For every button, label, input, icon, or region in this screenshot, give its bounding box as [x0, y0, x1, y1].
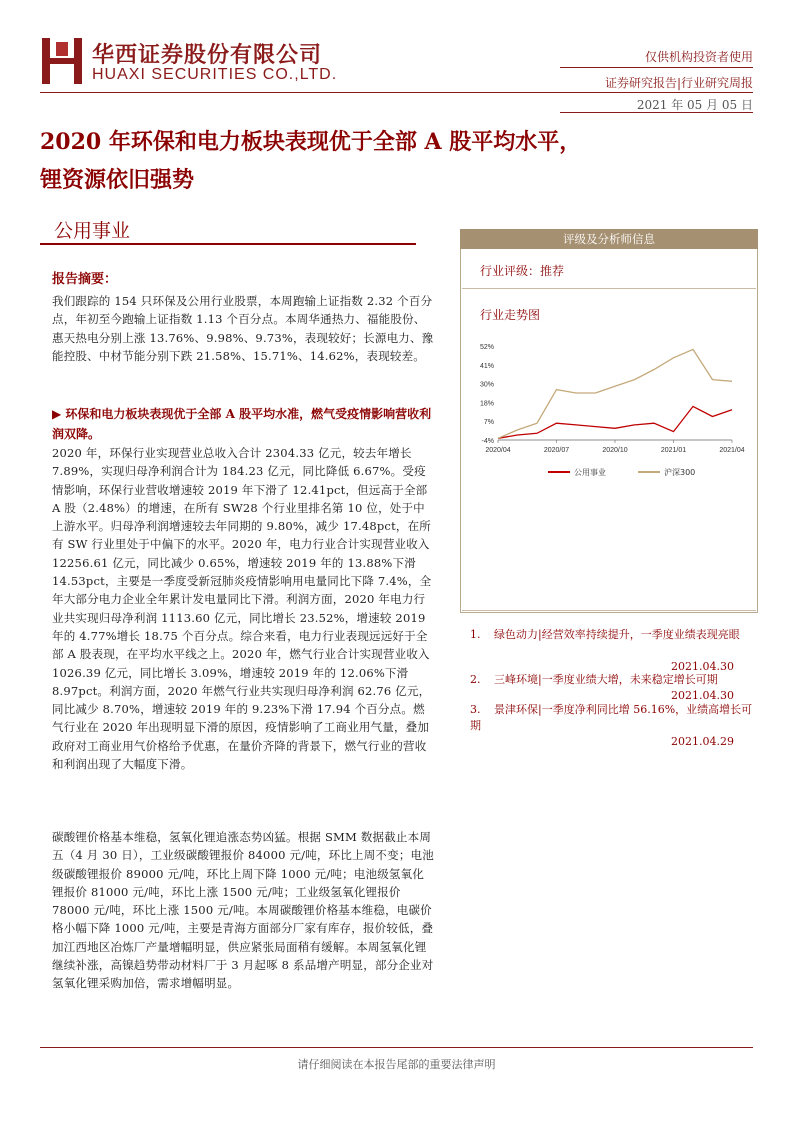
summary-intro	[52, 292, 434, 365]
key-point-text: 环保和电力板块表现优于全部 A 股平均水准，燃气受疫情影响营收利润双降。	[52, 407, 432, 441]
footer-rule	[40, 1047, 753, 1048]
legend-label-1: 公用事业	[574, 468, 606, 477]
y-tick-label: 30%	[479, 381, 494, 389]
report-title: 三峰环境|一季度业绩大增，未来稳定增长可期	[494, 673, 718, 686]
report-number: 3.	[470, 703, 481, 716]
report-type-tag: 证券研究报告|行业研究周报	[604, 76, 753, 90]
report-date-2: 2021.04.30	[671, 689, 734, 702]
audience-tag: 仅供机构投资者使用	[644, 50, 753, 64]
series-line-1	[498, 406, 732, 438]
body-paragraph-2-text: 碳酸锂价格基本维稳，氢氧化锂追涨态势凶猛。根据 SMM 数据截止本周五（4 月 30 日），工业级碳酸锂报价 84000 元/吨，环比上周不变；电池级碳酸锂报价 89000 元/吨，环比上周下降 1000 元/吨；电池级氢氧化锂报价 81000 元/吨，环比上涨 1500 元/吨；工业级氢氧化锂报价 78000 元/吨，环比上涨 1500 元/吨。本周碳酸锂价格基本维稳，电碳价格小幅下降 1000 元/吨，主要是青海方面部分厂家有库存，报价较低，叠加江西地区冶炼厂产量增幅明显，供应紧张局面稍有缓解。本周氢氧化锂继续补涨，高镍趋势带动材料厂于 3 月起啄 8 系品增产明显，部分企业对氢氧化锂采购加倍，需求增幅明显。	[52, 830, 434, 991]
panel-header: 评级及分析师信息	[460, 229, 758, 249]
x-tick-label: 2020/04	[485, 447, 511, 454]
report-number: 2.	[470, 673, 481, 686]
key-point	[52, 404, 436, 444]
body-paragraph-1	[52, 444, 434, 773]
y-tick-label: 41%	[479, 362, 494, 370]
series-line-2	[498, 349, 732, 438]
legal-footer: 请仔细阅读在本报告尾部的重要法律声明	[297, 1058, 496, 1071]
x-tick-label: 2020/07	[543, 447, 570, 454]
related-report-1[interactable]	[470, 627, 756, 643]
industry-name: 公用事业	[54, 220, 131, 242]
body-paragraph-2	[52, 828, 434, 993]
report-title: 绿色动力|经营效率持续提升，一季度业绩表现亮眼	[494, 628, 740, 641]
industry-rating: 行业评级：推荐	[480, 264, 565, 278]
y-tick-label: -4%	[481, 438, 494, 445]
legend-label-2: 沪深300	[664, 468, 696, 477]
summary-intro-text: 我们跟踪的 154 只环保及公用行业股票，本周跑输上证指数 2.32 个百分点，年初至今跑输上证指数 1.13 个百分点。本周华通热力、福能股份、惠天热电分别上涨 13.76%、9.98%、9.73%，表现较好；长源电力、豫能控股、中材节能分别下跌 21.58%、15.71%、14.62%，表现较差。	[52, 294, 434, 363]
y-tick-label: 18%	[479, 400, 494, 408]
report-title-line1: 2020 年环保和电力板块表现优于全部 A 股平均水平，	[40, 129, 582, 155]
summary-heading: 报告摘要：	[52, 272, 118, 287]
company-logo	[42, 38, 82, 84]
x-tick-label: 2021/01	[660, 447, 687, 454]
body-paragraph-1-text: 2020 年，环保行业实现营业总收入合计 2304.33 亿元，较去年增长 7.89%，实现归母净利润合计为 184.23 亿元，同比降低 6.67%。受疫情影响，环保行业营收增速较 2019 年下滑了 12.41pct，但远高于全部 A 股（2.48%）的增速，在所有 SW28 个行业里排名第 10 位，处于中上游水平。归母净利润增速较去年同期的 9.80%，减少 17.48pct，在所有 SW 行业里处于中偏下的水平。2020 年，电力行业合计实现营业收入 12256.61 亿元，同比减少 0.65%，增速较 2019 年的 13.88%下滑 14.53pct，主要是一季度受新冠肺炎疫情影响用电量同比下降 7.4%，全年大部分电力企业全年累计发电量同比下滑。利润方面，2020 年电力行业共实现归母净利润 1113.60 亿元，同比增长 23.52%，增速较 2019 年的 4.77%增长 18.75 个百分点。综合来看，电力行业表现远远好于全部 A 股表现，在平均水平线之上。2020 年，燃气行业合计实现营业收入 1026.39 亿元，同比增长 3.09%，增速较 2019 年的 12.06%下滑 8.97pct。利润方面，2020 年燃气行业共实现归母净利润 62.76 亿元，同比减少 8.70%，增速较 2019 年的 9.23%下滑 17.94 个百分点。燃气行业在 2020 年出现明显下滑的原因，疫情影响了工商业用气量，叠加政府对工商业用气价格给予优惠，在量价齐降的背景下，燃气行业的营收和利润出现了大幅度下滑。	[52, 446, 432, 772]
industry-rule	[40, 243, 416, 245]
y-tick-label: 52%	[479, 344, 494, 351]
y-tick-label: 7%	[483, 419, 494, 427]
report-date: 2021 年 05 月 05 日	[636, 98, 753, 112]
report-date-3: 2021.04.29	[671, 735, 734, 748]
header-divider	[560, 67, 753, 68]
header-rule	[40, 92, 753, 93]
trend-chart-svg	[468, 336, 758, 486]
report-date-1: 2021.04.30	[671, 660, 734, 673]
report-title: 景津环保|一季度净利同比增 56.16%，业绩高增长可期	[470, 703, 753, 732]
triangle-bullet-icon: ▶	[52, 407, 62, 421]
x-tick-label: 2021/04	[719, 447, 745, 454]
company-name-cn: 华西证券股份有限公司	[92, 43, 323, 68]
trend-chart-title: 行业走势图	[480, 308, 541, 322]
date-rule	[560, 112, 753, 113]
company-name-en: HUAXI SECURITIES CO.,LTD.	[92, 66, 338, 83]
panel-divider-2	[462, 610, 756, 611]
panel-divider-1	[462, 288, 756, 289]
related-report-3[interactable]	[470, 702, 756, 734]
related-report-2[interactable]	[470, 672, 756, 688]
trend-chart	[468, 336, 758, 486]
report-number: 1.	[470, 628, 481, 641]
report-title-line2: 锂资源依旧强势	[40, 167, 195, 193]
x-tick-label: 2020/10	[602, 447, 628, 454]
